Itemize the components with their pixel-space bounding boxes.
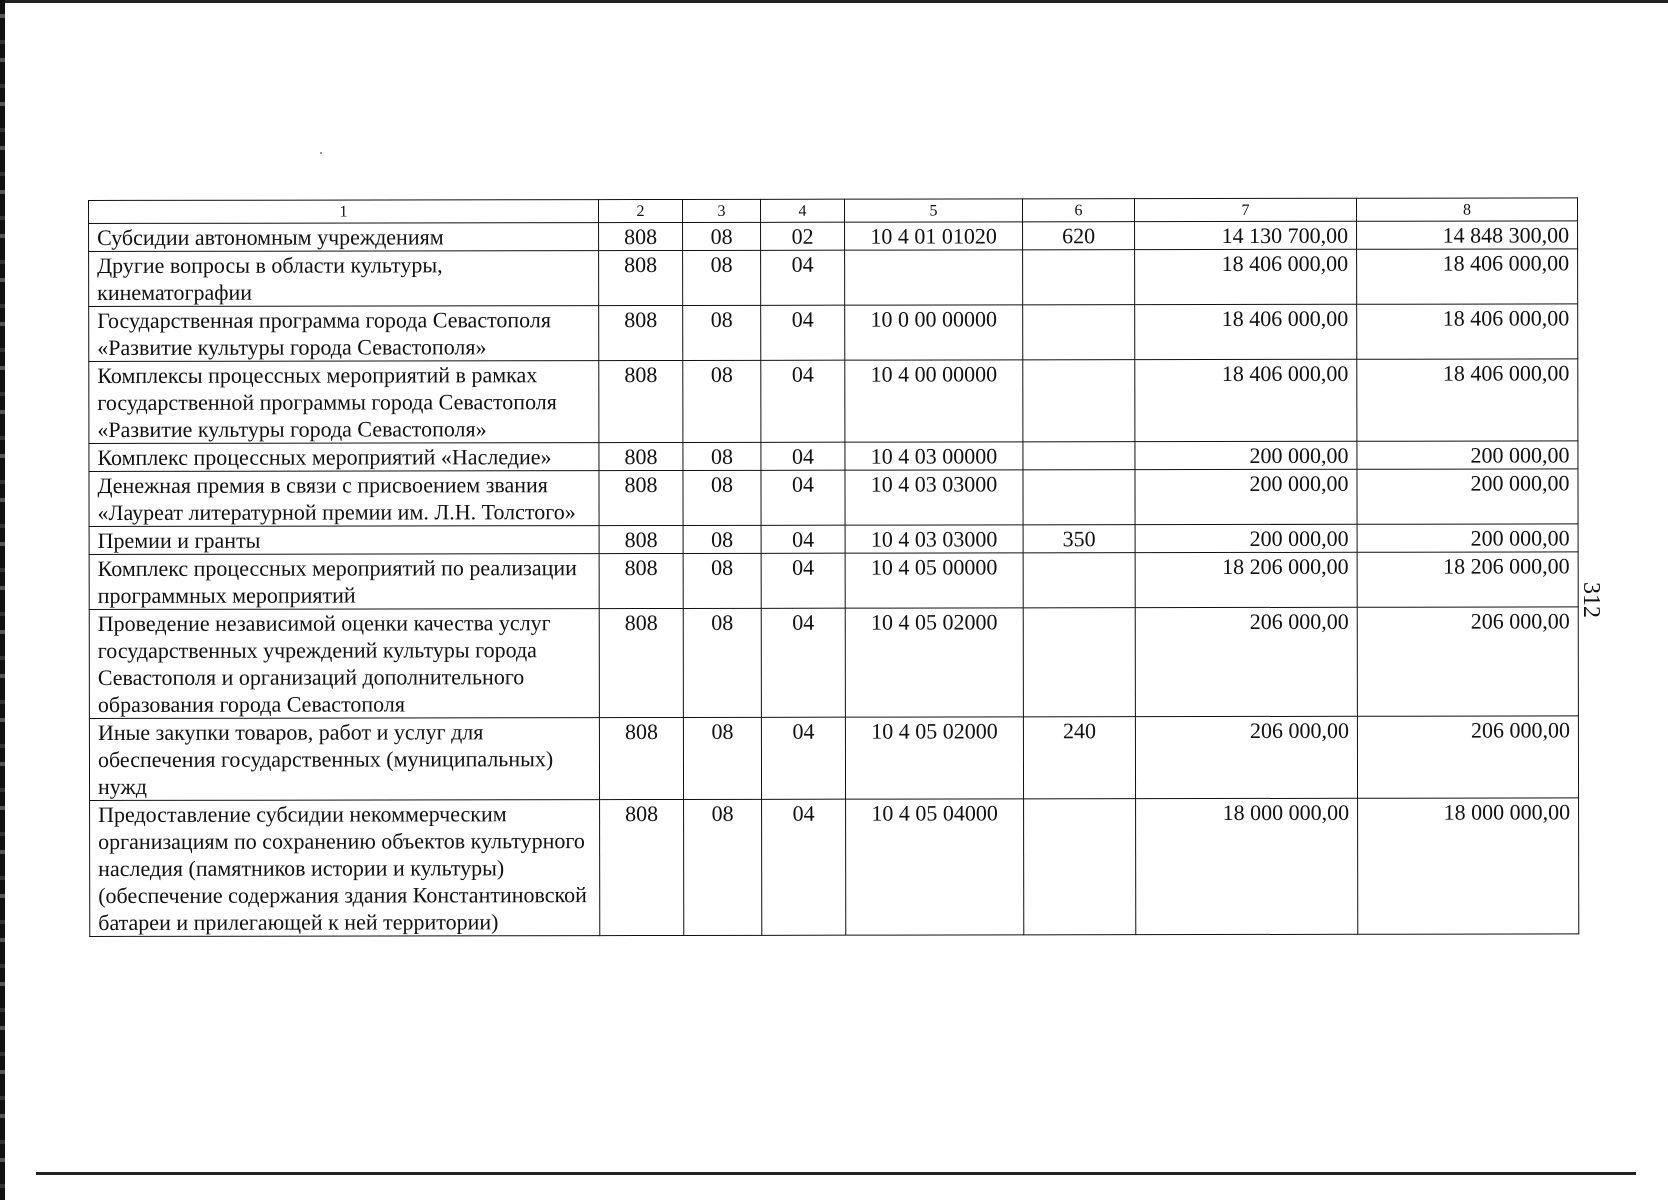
target-article-code: 10 0 00 00000 [845, 305, 1023, 360]
amount-year-2: 200 000,00 [1357, 469, 1578, 524]
expense-type-code: 620 [1023, 222, 1135, 250]
budget-table [88, 197, 1579, 937]
subsection-code: 04 [761, 470, 845, 525]
column-number: 4 [760, 199, 844, 222]
expense-type-code [1023, 305, 1135, 360]
amount-year-2: 18 406 000,00 [1357, 249, 1578, 304]
subsection-code: 04 [761, 608, 845, 717]
subsection-code: 04 [761, 250, 845, 305]
item-name: Государственная программа города Севастополя «Развитие культуры города Севастополя» [89, 306, 599, 362]
amount-year-1: 18 206 000,00 [1135, 552, 1357, 607]
expense-type-code [1024, 799, 1136, 935]
ministry-code: 808 [599, 442, 683, 470]
item-name: Иные закупки товаров, работ и услуг для обеспечения государственных (муниципальных) нужд [89, 718, 599, 801]
column-number: 2 [599, 199, 683, 222]
table-row [89, 359, 1578, 444]
target-article-code: 10 4 03 00000 [845, 442, 1023, 470]
amount-year-1: 18 406 000,00 [1135, 304, 1357, 359]
item-name: Денежная премия в связи с присвоением звания «Лауреат литературной премии им. Л.Н. Толстого» [89, 471, 599, 527]
table-row [89, 221, 1578, 252]
table-row [89, 524, 1578, 555]
target-article-code: 10 4 05 02000 [845, 717, 1023, 799]
ministry-code: 808 [600, 799, 684, 935]
table-row [89, 607, 1578, 719]
scan-border-left [0, 0, 5, 1200]
amount-year-2: 18 000 000,00 [1358, 798, 1579, 934]
column-number: 6 [1022, 199, 1134, 222]
amount-year-1: 206 000,00 [1135, 607, 1357, 716]
ministry-code: 808 [599, 360, 683, 442]
section-code: 08 [683, 360, 761, 442]
target-article-code: 10 4 03 03000 [845, 525, 1023, 553]
item-name: Другие вопросы в области культуры, кинематографии [89, 251, 599, 307]
expense-type-code [1023, 250, 1135, 305]
amount-year-2: 206 000,00 [1357, 716, 1578, 798]
amount-year-1: 18 406 000,00 [1135, 249, 1357, 304]
scan-speck [320, 152, 322, 154]
table-row [89, 441, 1578, 472]
section-code: 08 [683, 553, 761, 608]
ministry-code: 808 [599, 553, 683, 608]
column-number: 7 [1134, 198, 1356, 221]
column-number: 1 [89, 200, 599, 224]
ministry-code: 808 [599, 305, 683, 360]
subsection-code: 04 [761, 717, 845, 799]
section-code: 08 [683, 250, 761, 305]
target-article-code [845, 250, 1023, 305]
item-name: Проведение независимой оценки качества услуг государственных учреждений культуры города Севастополя и организаций дополнительного образования города Севастополя [89, 609, 599, 719]
amount-year-1: 14 130 700,00 [1135, 221, 1357, 249]
column-number: 8 [1356, 198, 1577, 221]
amount-year-2: 18 406 000,00 [1357, 359, 1578, 441]
section-code: 08 [683, 305, 761, 360]
section-code: 08 [683, 470, 761, 525]
amount-year-2: 206 000,00 [1357, 607, 1578, 716]
table-row [89, 552, 1578, 610]
subsection-code: 04 [761, 442, 845, 470]
item-name: Комплекс процессных мероприятий «Наследие» [89, 443, 599, 472]
ministry-code: 808 [599, 250, 683, 305]
table-header-row [89, 198, 1578, 224]
column-number: 5 [844, 199, 1022, 222]
amount-year-2: 200 000,00 [1357, 524, 1578, 552]
target-article-code: 10 4 00 00000 [845, 360, 1023, 442]
amount-year-2: 18 406 000,00 [1357, 304, 1578, 359]
target-article-code: 10 4 05 02000 [845, 608, 1023, 717]
table-row [90, 798, 1579, 937]
ministry-code: 808 [599, 525, 683, 553]
ministry-code: 808 [599, 608, 683, 717]
target-article-code: 10 4 05 04000 [846, 799, 1024, 935]
expense-type-code [1023, 553, 1135, 608]
ministry-code: 808 [599, 470, 683, 525]
subsection-code: 04 [761, 553, 845, 608]
scan-rule-bottom [36, 1172, 1636, 1175]
amount-year-2: 14 848 300,00 [1357, 221, 1578, 249]
section-code: 08 [683, 525, 761, 553]
target-article-code: 10 4 05 00000 [845, 553, 1023, 608]
amount-year-1: 206 000,00 [1135, 716, 1357, 798]
amount-year-1: 200 000,00 [1135, 441, 1357, 469]
expense-type-code [1023, 470, 1135, 525]
amount-year-2: 200 000,00 [1357, 441, 1578, 469]
expense-type-code [1023, 608, 1135, 717]
subsection-code: 02 [761, 222, 845, 250]
amount-year-1: 18 406 000,00 [1135, 359, 1357, 441]
item-name: Премии и гранты [89, 526, 599, 555]
item-name: Комплекс процессных мероприятий по реализации программных мероприятий [89, 554, 599, 610]
item-name: Комплексы процессных мероприятий в рамках государственной программы города Севастополя «Развитие культуры города Севастополя» [89, 361, 599, 444]
table-row [89, 304, 1578, 362]
item-name: Субсидии автономным учреждениям [89, 223, 599, 252]
subsection-code: 04 [761, 305, 845, 360]
amount-year-1: 200 000,00 [1135, 469, 1357, 524]
item-name: Предоставление субсидии некоммерческим организациям по сохранению объектов культурного наследия (памятников истории и культуры) (обеспечение содержания здания Константиновской батареи и прилегающей к ней территории) [90, 800, 600, 937]
ministry-code: 808 [599, 717, 683, 799]
expense-type-code [1023, 360, 1135, 442]
amount-year-2: 18 206 000,00 [1357, 552, 1578, 607]
section-code: 08 [683, 222, 761, 250]
section-code: 08 [683, 608, 761, 717]
subsection-code: 04 [761, 525, 845, 553]
amount-year-1: 200 000,00 [1135, 524, 1357, 552]
table-row [89, 716, 1578, 801]
expense-type-code: 240 [1023, 717, 1135, 799]
ministry-code: 808 [599, 222, 683, 250]
table-row [89, 469, 1578, 527]
scan-border-top [0, 0, 1668, 3]
section-code: 08 [683, 442, 761, 470]
amount-year-1: 18 000 000,00 [1136, 798, 1358, 934]
section-code: 08 [683, 717, 761, 799]
section-code: 08 [684, 799, 762, 935]
subsection-code: 04 [761, 360, 845, 442]
subsection-code: 04 [762, 799, 846, 935]
page-number: 312 [1578, 582, 1604, 618]
target-article-code: 10 4 03 03000 [845, 470, 1023, 525]
column-number: 3 [682, 199, 760, 222]
expense-type-code: 350 [1023, 525, 1135, 553]
target-article-code: 10 4 01 01020 [845, 222, 1023, 250]
expense-type-code [1023, 442, 1135, 470]
table-row [89, 249, 1578, 307]
